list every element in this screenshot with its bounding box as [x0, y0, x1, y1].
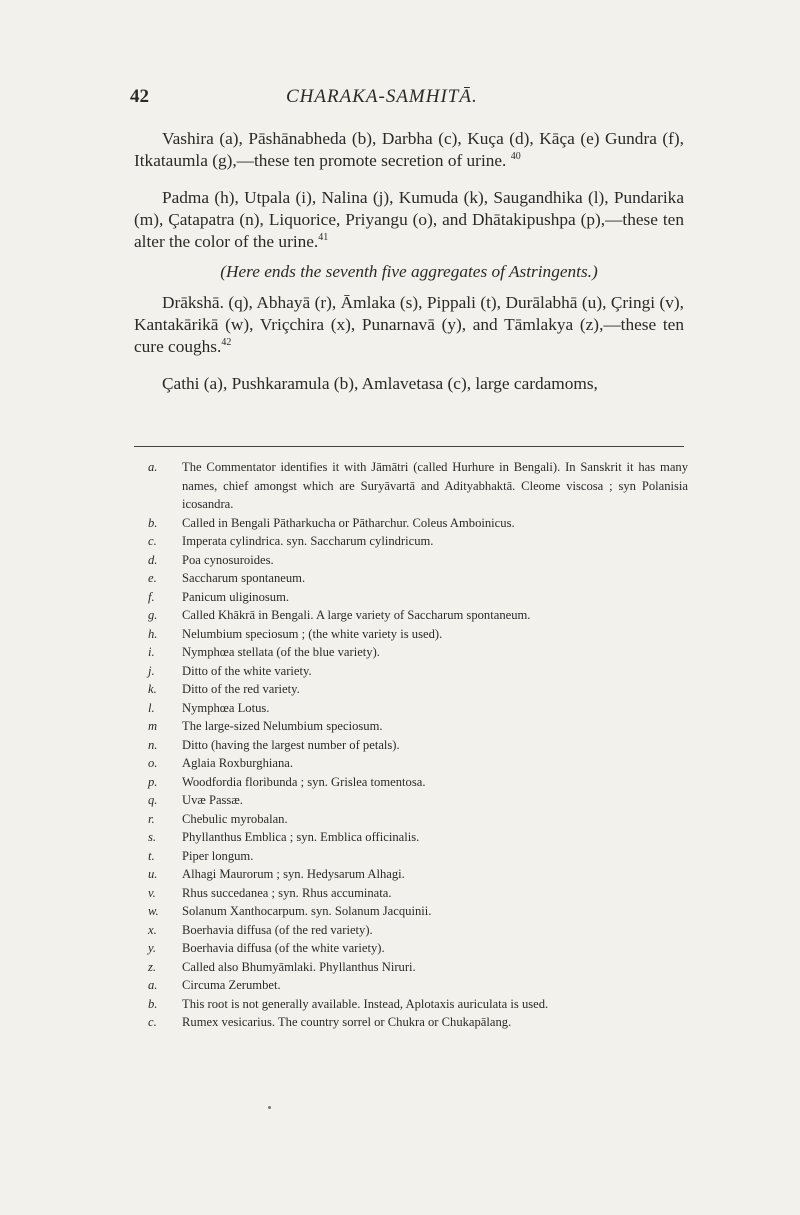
- footnote-item: [148, 1013, 688, 1032]
- footnote-item: [148, 625, 688, 644]
- footnote-item: [148, 754, 688, 773]
- footnotes: [148, 458, 688, 1032]
- footnote-label: q.: [148, 793, 158, 807]
- footnote-label: l.: [148, 700, 155, 715]
- footnote-label: o.: [148, 756, 158, 770]
- paragraph-diuretics: Vashira (a), Pāshānabheda (b), Darbha (c), Kuça (d), Kāça (e) Gundra (f), Itkataumla (g),—these ten promote secretion of urine. $^{40}$: [134, 129, 684, 171]
- footnote-label: e.: [148, 571, 157, 585]
- footnote-label: j.: [148, 663, 155, 678]
- footnote-text: Phyllanthus Emblica ; syn. Emblica officinalis.: [182, 830, 420, 844]
- footnote-label: x.: [148, 922, 157, 937]
- footnote-item: [148, 995, 688, 1014]
- footnote-divider: [134, 446, 684, 447]
- footnote-text: Circuma Zerumbet.: [182, 978, 281, 992]
- footnote-item: [148, 921, 688, 940]
- footnote-label: f.: [148, 589, 155, 604]
- footnote-item: [148, 458, 688, 514]
- page-number: 42: [130, 86, 149, 107]
- footnote-item: [148, 717, 688, 736]
- footnote-ref: 42: [221, 337, 232, 349]
- footnote-item: [148, 828, 688, 847]
- footnote-text: Boerhavia diffusa (of the red variety).: [182, 922, 373, 937]
- running-title: CHARAKA-SAMHITĀ.: [286, 86, 478, 107]
- footnote-label: w.: [148, 904, 159, 918]
- paragraph-continued: Çathi (a), Pushkaramula (b), Amlavetasa (c), large cardamoms,: [162, 373, 598, 393]
- footnote-item: [148, 847, 688, 866]
- footnote-text: Rhus succedanea ; syn. Rhus accuminata.: [182, 885, 392, 900]
- footnote-text: Solanum Xanthocarpum. syn. Solanum Jacquinii.: [182, 904, 432, 918]
- footnote-label: g.: [148, 608, 158, 622]
- footnote-text: This root is not generally available. Instead, Aplotaxis auriculata is used.: [182, 996, 549, 1011]
- main-text: [134, 128, 684, 395]
- footnote-label: m: [148, 719, 158, 733]
- paragraph-urine-color: Padma (h), Utpala (i), Nalina (j), Kumuda (k), Saugandhika (l), Pundarika (m), Çatapatra (n), Liquorice, Priyangu (o), and Dhātakipushpa (p),—these ten alter the color of the urine.$^{41}$: [134, 187, 684, 252]
- footnote-item: [148, 902, 688, 921]
- footnote-text: Called also Bhumyāmlaki. Phyllanthus Niruri.: [182, 959, 416, 974]
- footnote-item: [148, 643, 688, 662]
- footnote-item: [148, 810, 688, 829]
- footnote-text: The large-sized Nelumbium speciosum.: [182, 719, 383, 733]
- footnote-text: Alhagi Maurorum ; syn. Hedysarum Alhagi.: [182, 867, 405, 881]
- footnote-item: [148, 773, 688, 792]
- footnote-item: [148, 588, 688, 607]
- footnote-text: Woodfordia floribunda ; syn. Grislea tomentosa.: [182, 774, 426, 789]
- footnote-text: Ditto (having the largest number of petals).: [182, 737, 400, 752]
- footnote-text: Imperata cylindrica. syn. Saccharum cylindricum.: [182, 534, 434, 548]
- footnote-item: [148, 736, 688, 755]
- footnote-text: Chebulic myrobalan.: [182, 811, 288, 826]
- footnote-label: d.: [148, 552, 158, 567]
- footnote-text: The Commentator identifies it with Jāmātri (called Hurhure in Bengali). In Sanskrit it has many names, chief amongst which are Suryāvartā and Adityabhaktā. Cleome viscosa ; syn Polanisia icosandra.: [182, 460, 688, 511]
- footnote-item: [148, 680, 688, 699]
- footnote-item: [148, 662, 688, 681]
- page-header: [130, 86, 690, 112]
- footnote-text: Nelumbium speciosum ; (the white variety is used).: [182, 626, 443, 641]
- footnote-label: z.: [148, 959, 157, 974]
- footnote-item: [148, 884, 688, 903]
- footnote-label: a.: [148, 978, 158, 992]
- footnote-label: k.: [148, 682, 157, 696]
- footnote-item: [148, 958, 688, 977]
- print-speck: [268, 1106, 271, 1109]
- footnote-label: n.: [148, 737, 158, 752]
- footnote-text: Uvæ Passæ.: [182, 793, 243, 807]
- footnote-label: c.: [148, 1015, 157, 1029]
- footnote-text: Nymphœa Lotus.: [182, 700, 270, 715]
- section-end-note: (Here ends the seventh five aggregates of Astringents.): [220, 262, 598, 282]
- footnote-text: Aglaia Roxburghiana.: [182, 756, 293, 770]
- footnote-label: c.: [148, 534, 157, 548]
- footnote-text: Rumex vesicarius. The country sorrel or Chukra or Chukapālang.: [182, 1015, 512, 1029]
- footnote-text: Saccharum spontaneum.: [182, 571, 306, 585]
- footnote-item: [148, 551, 688, 570]
- footnote-text: Ditto of the red variety.: [182, 682, 300, 696]
- footnote-text: Panicum uliginosum.: [182, 589, 290, 604]
- footnote-item: [148, 976, 688, 995]
- footnote-item: [148, 569, 688, 588]
- footnote-item: [148, 939, 688, 958]
- footnote-ref: 41: [318, 232, 329, 244]
- paragraph-coughs: Drākshā. (q), Abhayā (r), Āmlaka (s), Pippali (t), Durālabhā (u), Çringi (v), Kantakārikā (w), Vriçchira (x), Punarnavā (y), and Tāmlakya (z),—these ten cure coughs.$^{42}$: [134, 292, 684, 357]
- footnote-item: [148, 699, 688, 718]
- footnote-text: Called Khākrā in Bengali. A large variety of Saccharum spontaneum.: [182, 608, 531, 622]
- footnote-label: p.: [148, 774, 158, 789]
- footnote-text: Poa cynosuroides.: [182, 552, 274, 567]
- footnote-label: v.: [148, 885, 156, 900]
- footnote-item: [148, 532, 688, 551]
- footnote-label: a.: [148, 460, 158, 474]
- footnote-item: [148, 514, 688, 533]
- footnote-label: i.: [148, 645, 155, 659]
- footnote-item: [148, 865, 688, 884]
- footnote-label: s.: [148, 830, 157, 844]
- footnote-item: [148, 606, 688, 625]
- footnote-label: b.: [148, 515, 158, 530]
- footnote-label: b.: [148, 996, 158, 1011]
- footnote-text: Called in Bengali Pātharkucha or Pātharchur. Coleus Amboinicus.: [182, 515, 515, 530]
- footnote-label: u.: [148, 867, 158, 881]
- footnote-text: Piper longum.: [182, 848, 254, 863]
- footnote-ref: 40: [510, 151, 521, 163]
- footnote-item: [148, 791, 688, 810]
- footnote-text: Boerhavia diffusa (of the white variety).: [182, 941, 385, 955]
- footnote-label: h.: [148, 626, 158, 641]
- footnote-label: y.: [148, 941, 157, 955]
- footnote-text: Ditto of the white variety.: [182, 663, 312, 678]
- footnote-text: Nymphœa stellata (of the blue variety).: [182, 645, 380, 659]
- footnote-label: t.: [148, 848, 155, 863]
- footnote-label: r.: [148, 811, 155, 826]
